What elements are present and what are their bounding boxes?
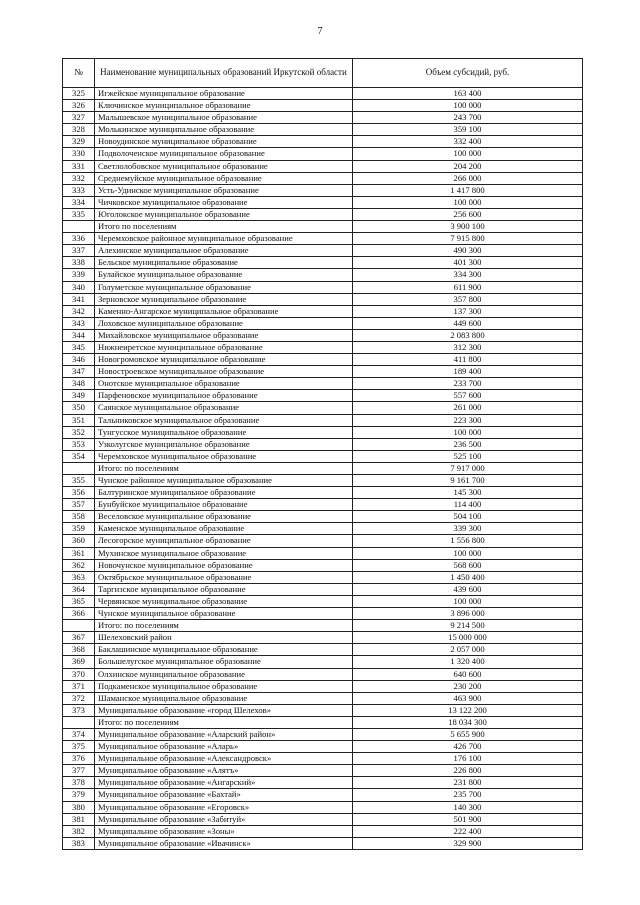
row-amount: 504 100 (353, 511, 583, 523)
row-amount: 640 600 (353, 668, 583, 680)
table-row (63, 317, 583, 329)
table-row (63, 341, 583, 353)
row-number: 341 (63, 293, 95, 305)
table-row (63, 378, 583, 390)
row-number: 337 (63, 245, 95, 257)
row-amount: 332 400 (353, 136, 583, 148)
row-name: Каменское муниципальное образование (95, 523, 353, 535)
row-number: 361 (63, 547, 95, 559)
row-amount: 449 600 (353, 317, 583, 329)
table-row (63, 293, 583, 305)
table-row (63, 523, 583, 535)
row-amount: 463 900 (353, 692, 583, 704)
row-name: Итого: по поселениям (95, 716, 353, 728)
table-row (63, 813, 583, 825)
table-row (63, 366, 583, 378)
row-amount: 13 122 200 (353, 704, 583, 716)
table-body (63, 88, 583, 850)
table-row (63, 765, 583, 777)
table-row (63, 511, 583, 523)
row-number: 360 (63, 535, 95, 547)
row-amount: 189 400 (353, 366, 583, 378)
row-number: 372 (63, 692, 95, 704)
row-amount: 525 100 (353, 450, 583, 462)
row-name: Саянское муниципальное образование (95, 402, 353, 414)
row-number: 379 (63, 789, 95, 801)
row-amount: 163 400 (353, 88, 583, 100)
row-amount: 426 700 (353, 741, 583, 753)
row-number (63, 716, 95, 728)
row-number: 381 (63, 813, 95, 825)
row-amount: 231 800 (353, 777, 583, 789)
row-amount: 266 000 (353, 172, 583, 184)
row-amount: 9 214 500 (353, 620, 583, 632)
row-number: 334 (63, 196, 95, 208)
table-row (63, 354, 583, 366)
table-row (63, 233, 583, 245)
row-name: Зерновское муниципальное образование (95, 293, 353, 305)
row-name: Среднемуйское муниципальное образование (95, 172, 353, 184)
row-name: Муниципальное образование «Забитуй» (95, 813, 353, 825)
row-amount: 568 600 (353, 559, 583, 571)
row-amount: 230 200 (353, 680, 583, 692)
row-name: Чунское районное муниципальное образование (95, 475, 353, 487)
table-row (63, 148, 583, 160)
table-row (63, 608, 583, 620)
table-row (63, 487, 583, 499)
table-row (63, 475, 583, 487)
row-amount: 401 300 (353, 257, 583, 269)
row-name: Лесогорское муниципальное образование (95, 535, 353, 547)
row-name: Булайское муниципальное образование (95, 269, 353, 281)
table-row (63, 281, 583, 293)
row-name: Михайловское муниципальное образование (95, 329, 353, 341)
row-name: Октябрьское муниципальное образование (95, 571, 353, 583)
row-number: 369 (63, 656, 95, 668)
table-row (63, 753, 583, 765)
row-name: Каменно-Ангарское муниципальное образование (95, 305, 353, 317)
table-row (63, 825, 583, 837)
row-number: 355 (63, 475, 95, 487)
row-amount: 1 450 400 (353, 571, 583, 583)
row-amount: 359 100 (353, 124, 583, 136)
row-amount: 226 800 (353, 765, 583, 777)
row-amount: 223 300 (353, 414, 583, 426)
row-number: 325 (63, 88, 95, 100)
table-row (63, 499, 583, 511)
row-number: 345 (63, 341, 95, 353)
row-amount: 439 600 (353, 583, 583, 595)
row-number: 354 (63, 450, 95, 462)
row-amount: 137 300 (353, 305, 583, 317)
row-amount: 100 000 (353, 196, 583, 208)
row-name: Муниципальное образование «Егоровск» (95, 801, 353, 813)
table-row (63, 124, 583, 136)
row-amount: 5 655 900 (353, 728, 583, 740)
row-name: Подволоченское муниципальное образование (95, 148, 353, 160)
row-number: 358 (63, 511, 95, 523)
table-row (63, 390, 583, 402)
table-row (63, 777, 583, 789)
row-number: 344 (63, 329, 95, 341)
row-number: 371 (63, 680, 95, 692)
row-amount: 222 400 (353, 825, 583, 837)
row-name: Муниципальное образование «Алятъ» (95, 765, 353, 777)
row-amount: 3 900 100 (353, 221, 583, 233)
table-row (63, 88, 583, 100)
row-name: Голуметское муниципальное образование (95, 281, 353, 293)
row-number: 362 (63, 559, 95, 571)
header-number: № (63, 59, 95, 88)
table-row (63, 644, 583, 656)
row-number: 357 (63, 499, 95, 511)
row-number: 376 (63, 753, 95, 765)
row-number: 352 (63, 426, 95, 438)
row-number: 365 (63, 595, 95, 607)
row-name: Чичковское муниципальное образование (95, 196, 353, 208)
subtotal-row (63, 620, 583, 632)
row-name: Лоховское муниципальное образование (95, 317, 353, 329)
row-number: 349 (63, 390, 95, 402)
row-number: 326 (63, 100, 95, 112)
row-amount: 2 057 000 (353, 644, 583, 656)
row-amount: 18 034 300 (353, 716, 583, 728)
row-number: 374 (63, 728, 95, 740)
row-number: 377 (63, 765, 95, 777)
row-amount: 312 300 (353, 341, 583, 353)
table-row (63, 801, 583, 813)
row-number: 380 (63, 801, 95, 813)
row-number: 348 (63, 378, 95, 390)
table-row (63, 184, 583, 196)
row-name: Узколугское муниципальное образование (95, 438, 353, 450)
table-row (63, 426, 583, 438)
table-row (63, 329, 583, 341)
row-number: 350 (63, 402, 95, 414)
table-row (63, 668, 583, 680)
table-row (63, 704, 583, 716)
row-name: Черемховское муниципальное образование (95, 450, 353, 462)
row-name: Подкаменское муниципальное образование (95, 680, 353, 692)
row-name: Игжейское муниципальное образование (95, 88, 353, 100)
row-name: Тальниковское муниципальное образование (95, 414, 353, 426)
row-name: Шаманское муниципальное образование (95, 692, 353, 704)
table-row (63, 112, 583, 124)
table-row (63, 728, 583, 740)
row-number (63, 462, 95, 474)
table-row (63, 559, 583, 571)
table-row (63, 269, 583, 281)
row-name: Муниципальное образование «Бахтай» (95, 789, 353, 801)
row-amount: 1 417 800 (353, 184, 583, 196)
table-row (63, 402, 583, 414)
table-row (63, 100, 583, 112)
row-name: Светлолобовское муниципальное образование (95, 160, 353, 172)
table-row (63, 789, 583, 801)
row-number: 359 (63, 523, 95, 535)
row-amount: 176 100 (353, 753, 583, 765)
row-name: Балтуринское муниципальное образование (95, 487, 353, 499)
row-name: Ключинское муниципальное образование (95, 100, 353, 112)
row-name: Чунское муниципальное образование (95, 608, 353, 620)
row-amount: 357 800 (353, 293, 583, 305)
row-number: 356 (63, 487, 95, 499)
row-amount: 204 200 (353, 160, 583, 172)
table-row (63, 583, 583, 595)
row-amount: 411 800 (353, 354, 583, 366)
row-number: 327 (63, 112, 95, 124)
table-row (63, 547, 583, 559)
row-name: Муниципальное образование «Аларский район» (95, 728, 353, 740)
table-row (63, 692, 583, 704)
row-number (63, 620, 95, 632)
row-name: Малышевское муниципальное образование (95, 112, 353, 124)
row-name: Молькинское муниципальное образование (95, 124, 353, 136)
row-amount: 611 900 (353, 281, 583, 293)
row-name: Новостроевское муниципальное образование (95, 366, 353, 378)
row-name: Итого: по поселениям (95, 620, 353, 632)
row-amount: 7 915 800 (353, 233, 583, 245)
row-amount: 1 320 400 (353, 656, 583, 668)
row-amount: 501 900 (353, 813, 583, 825)
row-amount: 235 700 (353, 789, 583, 801)
row-name: Бельское муниципальное образование (95, 257, 353, 269)
table-row (63, 438, 583, 450)
row-amount: 557 600 (353, 390, 583, 402)
table-row (63, 632, 583, 644)
row-name: Муниципальное образование «Аларь» (95, 741, 353, 753)
row-number: 339 (63, 269, 95, 281)
row-number: 328 (63, 124, 95, 136)
row-number: 351 (63, 414, 95, 426)
table-row (63, 680, 583, 692)
table-row (63, 595, 583, 607)
row-amount: 334 300 (353, 269, 583, 281)
table-row (63, 160, 583, 172)
row-number: 373 (63, 704, 95, 716)
row-number: 343 (63, 317, 95, 329)
table-row (63, 741, 583, 753)
subsidies-table (62, 58, 583, 850)
row-number: 363 (63, 571, 95, 583)
row-number: 331 (63, 160, 95, 172)
table-row (63, 172, 583, 184)
row-name: Червянское муниципальное образование (95, 595, 353, 607)
row-name: Таргизское муниципальное образование (95, 583, 353, 595)
table-row (63, 571, 583, 583)
row-number: 335 (63, 208, 95, 220)
row-number: 347 (63, 366, 95, 378)
row-number: 382 (63, 825, 95, 837)
row-number: 346 (63, 354, 95, 366)
table-row (63, 414, 583, 426)
row-amount: 15 000 000 (353, 632, 583, 644)
table-row (63, 305, 583, 317)
page-number: 7 (317, 26, 323, 37)
row-name: Бунбуйское муниципальное образование (95, 499, 353, 511)
row-name: Шелеховский район (95, 632, 353, 644)
row-amount: 2 083 800 (353, 329, 583, 341)
row-number: 370 (63, 668, 95, 680)
row-name: Онотское муниципальное образование (95, 378, 353, 390)
row-amount: 261 000 (353, 402, 583, 414)
row-amount: 100 000 (353, 426, 583, 438)
table-row (63, 535, 583, 547)
row-amount: 100 000 (353, 595, 583, 607)
row-amount: 490 300 (353, 245, 583, 257)
table-row (63, 196, 583, 208)
row-amount: 7 917 000 (353, 462, 583, 474)
row-number: 383 (63, 837, 95, 849)
row-number (63, 221, 95, 233)
row-number: 336 (63, 233, 95, 245)
table-row (63, 837, 583, 849)
subtotal-row (63, 221, 583, 233)
row-name: Баклашинское муниципальное образование (95, 644, 353, 656)
table-row (63, 257, 583, 269)
row-amount: 339 300 (353, 523, 583, 535)
row-amount: 9 161 700 (353, 475, 583, 487)
subtotal-row (63, 716, 583, 728)
row-number: 367 (63, 632, 95, 644)
table-row (63, 245, 583, 257)
row-name: Муниципальное образование «Ангарский» (95, 777, 353, 789)
row-name: Большелугское муниципальное образование (95, 656, 353, 668)
row-name: Черемховское районное муниципальное образование (95, 233, 353, 245)
row-number: 333 (63, 184, 95, 196)
row-name: Муниципальное образование «Ивачинск» (95, 837, 353, 849)
table-row (63, 208, 583, 220)
row-number: 342 (63, 305, 95, 317)
table-row (63, 136, 583, 148)
row-name: Итого по поселениям (95, 221, 353, 233)
row-number: 366 (63, 608, 95, 620)
row-name: Юголокское муниципальное образование (95, 208, 353, 220)
row-amount: 329 900 (353, 837, 583, 849)
table-header-row (63, 59, 583, 88)
row-number: 330 (63, 148, 95, 160)
row-amount: 114 400 (353, 499, 583, 511)
header-name: Наименование муниципальных образований Иркутской области (95, 59, 353, 88)
row-amount: 145 300 (353, 487, 583, 499)
row-number: 329 (63, 136, 95, 148)
row-amount: 140 300 (353, 801, 583, 813)
row-amount: 236 500 (353, 438, 583, 450)
row-name: Итого: по поселениям (95, 462, 353, 474)
row-number: 353 (63, 438, 95, 450)
row-number: 375 (63, 741, 95, 753)
row-number: 378 (63, 777, 95, 789)
row-name: Олхинское муниципальное образование (95, 668, 353, 680)
row-number: 332 (63, 172, 95, 184)
row-name: Новогромовское муниципальное образование (95, 354, 353, 366)
row-name: Муниципальное образование «Александровск» (95, 753, 353, 765)
row-amount: 1 556 800 (353, 535, 583, 547)
row-number: 368 (63, 644, 95, 656)
row-name: Мухинское муниципальное образование (95, 547, 353, 559)
row-name: Усть-Удинское муниципальное образование (95, 184, 353, 196)
row-amount: 100 000 (353, 100, 583, 112)
row-amount: 256 600 (353, 208, 583, 220)
row-amount: 100 000 (353, 547, 583, 559)
row-number: 338 (63, 257, 95, 269)
table-row (63, 656, 583, 668)
row-amount: 233 700 (353, 378, 583, 390)
row-name: Новоудинское муниципальное образование (95, 136, 353, 148)
row-name: Алехинское муниципальное образование (95, 245, 353, 257)
row-number: 340 (63, 281, 95, 293)
row-name: Муниципальное образование «город Шелехов» (95, 704, 353, 716)
table-row (63, 450, 583, 462)
row-amount: 3 896 000 (353, 608, 583, 620)
row-number: 364 (63, 583, 95, 595)
row-name: Веселовское муниципальное образование (95, 511, 353, 523)
row-amount: 243 700 (353, 112, 583, 124)
subtotal-row (63, 462, 583, 474)
header-amount: Объем субсидий, руб. (353, 59, 583, 88)
row-name: Нижнеиретское муниципальное образование (95, 341, 353, 353)
row-name: Парфеновское муниципальное образование (95, 390, 353, 402)
row-name: Муниципальное образование «Зоны» (95, 825, 353, 837)
row-amount: 100 000 (353, 148, 583, 160)
row-name: Тунгусское муниципальное образование (95, 426, 353, 438)
row-name: Новочунское муниципальное образование (95, 559, 353, 571)
